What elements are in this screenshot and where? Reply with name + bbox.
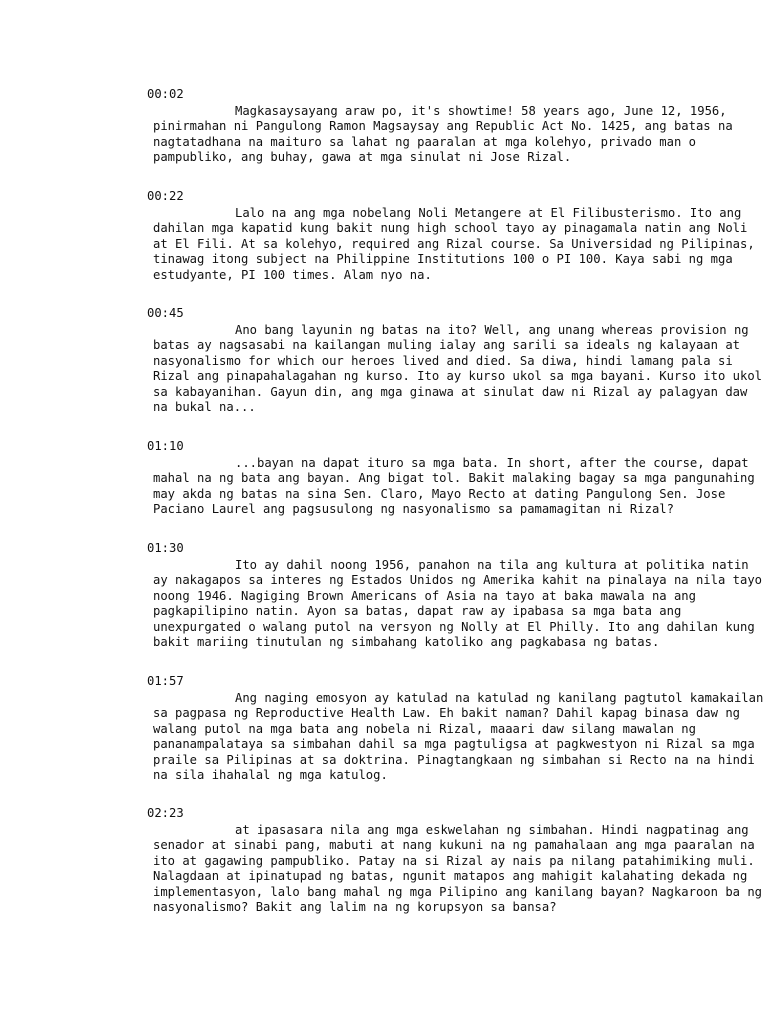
transcript-line: senador at sinabi pang, mabuti at nang kukuni na ng pamahalaan ang mga paaralan na xyxy=(153,838,755,852)
transcript-line: Rizal ang pinapahalagahan ng kurso. Ito ay kurso ukol sa mga bayani. Kurso ito ukol xyxy=(153,369,763,383)
timestamp: 01:30 xyxy=(147,541,184,555)
transcript-line: Paciano Laurel ang pagsusulong ng nasyonalismo sa pamamagitan ni Rizal? xyxy=(153,502,674,516)
transcript-line: pagkapilipino natin. Ayon sa batas, dapat raw ay ipabasa sa mga bata ang xyxy=(153,604,682,618)
transcript-line: pampubliko, ang buhay, gawa at mga sinulat ni Jose Rizal. xyxy=(153,150,572,164)
transcript-line: Nalagdaan at ipinatupad ng batas, ngunit matapos ang mahigit kalahating dekada ng xyxy=(153,869,748,883)
transcript-line: na bukal na... xyxy=(153,400,256,414)
transcript-segment xyxy=(71,541,763,651)
transcript-paragraph xyxy=(71,822,763,916)
transcript-line: praile sa Pilipinas at sa doktrina. Pinagtangkaan ng simbahan si Recto na na hindi xyxy=(153,752,755,767)
transcript-line: Magkasaysayang araw po, it's showtime! 58 years ago, June 12, 1956, xyxy=(235,103,727,118)
transcript-segment xyxy=(71,87,733,166)
transcript-line: Ano bang layunin ng batas na ito? Well, ang unang whereas provision ng xyxy=(235,322,749,337)
transcript-line: nasyonalismo? Bakit ang lalim na ng korupsyon sa bansa? xyxy=(153,900,557,914)
transcript-line: sa pagpasa ng Reproductive Health Law. Eh bakit naman? Dahil kapag binasa daw ng xyxy=(153,706,740,720)
transcript-line: unexpurgated o walang putol na versyon ng Nolly at El Philly. Ito ang dahilan kung xyxy=(153,619,755,634)
transcript-line: Lalo na ang mga nobelang Noli Metangere at El Filibusterismo. Ito ang xyxy=(235,205,742,220)
transcript-line: nasyonalismo for which our heroes lived and died. Sa diwa, hindi lamang pala si xyxy=(153,353,733,368)
transcript-line: at El Fili. At sa kolehyo, required ang Rizal course. Sa Universidad ng Pilipinas, xyxy=(153,236,755,251)
transcript-line: na sila ihahalal ng mga katulog. xyxy=(153,768,388,782)
timestamp: 01:57 xyxy=(147,674,184,688)
transcript-line: pananampalataya sa simbahan dahil sa mga pagtuligsa at pagkwestyon ni Rizal sa mga xyxy=(153,737,755,751)
transcript-line: batas ay nagsasabi na kailangan muling ialay ang sarili sa ideals ng kalayaan at xyxy=(153,338,740,352)
transcript-line: implementasyon, lalo bang mahal ng mga Pilipino ang kanilang bayan? Nagkaroon ba ng xyxy=(153,884,763,899)
timestamp: 02:23 xyxy=(147,806,184,820)
transcript-line: estudyante, PI 100 times. Alam nyo na. xyxy=(153,267,432,282)
transcript-paragraph xyxy=(71,103,733,166)
transcript-segment xyxy=(71,306,763,416)
timestamp: 00:02 xyxy=(147,87,184,101)
transcript-line: tinawag itong subject na Philippine Institutions 100 o PI 100. Kaya sabi ng mga xyxy=(153,252,733,266)
timestamp: 00:22 xyxy=(147,189,184,203)
transcript-line: mahal na ng bata ang bayan. Ang bigat tol. Bakit malaking bagay sa mga pangunahing xyxy=(153,471,755,485)
transcript-paragraph xyxy=(71,690,764,784)
transcript-line: may akda ng batas na sina Sen. Claro, Mayo Recto at dating Pangulong Sen. Jose xyxy=(153,486,726,501)
transcript-segment xyxy=(71,806,763,916)
transcript-segment xyxy=(71,439,755,518)
transcript-line: walang putol na mga bata ang nobela ni Rizal, maaari daw silang mawalan ng xyxy=(153,721,696,736)
transcript-paragraph xyxy=(71,455,755,518)
transcript-line: nagtatadhana na maituro sa lahat ng paaralan at mga kolehyo, privado man o xyxy=(153,134,696,149)
transcript-line: bakit mariing tinutulan ng simbahang katoliko ang pagkabasa ng batas. xyxy=(153,635,660,649)
timestamp: 00:45 xyxy=(147,306,184,320)
transcript-segment xyxy=(71,674,764,784)
transcript-line: dahilan mga kapatid kung bakit nung high school tayo ay pinagamala natin ang Noli xyxy=(153,221,748,235)
transcript-line: sa kabayanihan. Gayun din, ang mga ginawa at sinulat daw ni Rizal ay palagyan daw xyxy=(153,384,748,399)
transcript-line: Ito ay dahil noong 1956, panahon na tila ang kultura at politika natin xyxy=(235,557,749,572)
timestamp: 01:10 xyxy=(147,439,184,453)
transcript-line: ay nakagapos sa interes ng Estados Unidos ng Amerika kahit na pinalaya na nila tayo xyxy=(153,573,763,587)
transcript-line: ito at gagawing pampubliko. Patay na si Rizal ay nais pa nilang patahimiking muli. xyxy=(153,853,755,868)
transcript-line: noong 1946. Nagiging Brown Americans of Asia na tayo at baka mawala na ang xyxy=(153,588,696,603)
transcript-line: Ang naging emosyon ay katulad na katulad ng kanilang pagtutol kamakailan xyxy=(235,690,764,705)
transcript-line: ...bayan na dapat ituro sa mga bata. In short, after the course, dapat xyxy=(235,455,749,470)
transcript-paragraph xyxy=(71,205,755,284)
transcript-segment xyxy=(71,189,755,283)
transcript-line: pinirmahan ni Pangulong Ramon Magsaysay ang Republic Act No. 1425, ang batas na xyxy=(153,119,733,133)
transcript-line: at ipasasara nila ang mga eskwelahan ng simbahan. Hindi nagpatinag ang xyxy=(235,822,749,837)
transcript-paragraph xyxy=(71,322,763,416)
transcript-paragraph xyxy=(71,557,763,651)
